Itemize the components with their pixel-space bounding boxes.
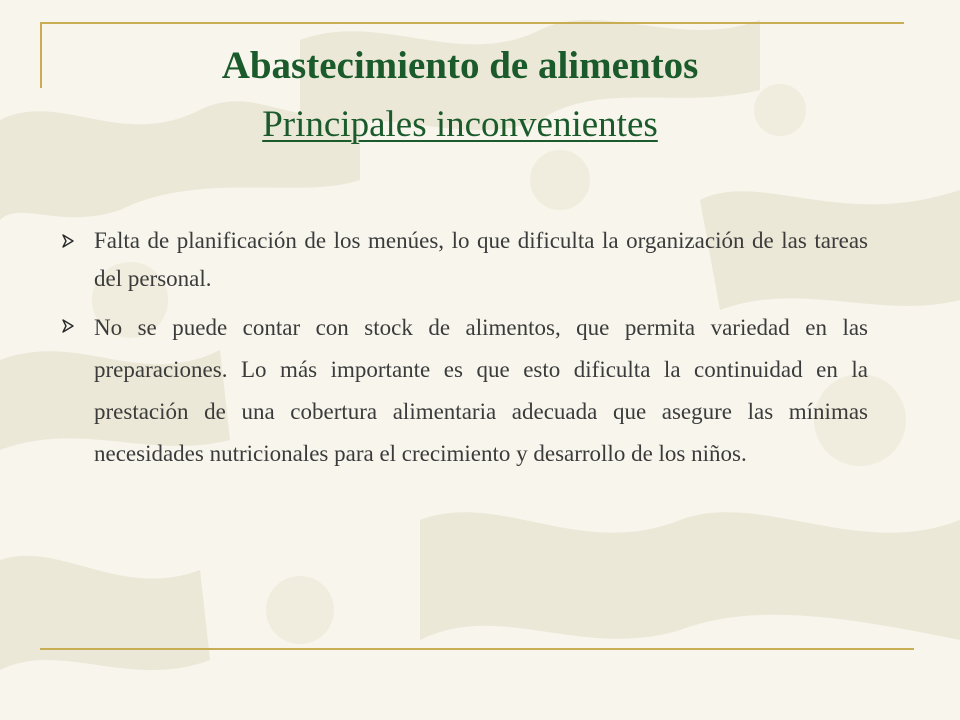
bullet-item (60, 307, 868, 475)
frame-top-line (40, 22, 904, 24)
arrow-bullet-icon (62, 234, 74, 248)
frame-bottom-line (40, 648, 914, 650)
slide-subtitle-text: Principales inconvenientes (262, 104, 658, 145)
bullet-list (60, 222, 868, 475)
frame-left-line (40, 22, 42, 88)
arrow-bullet-icon (62, 319, 74, 333)
bullet-item (60, 222, 868, 298)
bullet-text: Falta de planificación de los menúes, lo que dificulta la organización de las tareas del personal. (94, 228, 868, 291)
slide-title: Abastecimiento de alimentos (221, 44, 699, 87)
bullet-text: No se puede contar con stock de alimentos, que permita variedad en las preparaciones. Lo más importante es que esto dificulta la continuidad en la prestación de una cobertura alimentaria adecuada que asegure las mínimas necesidades nutricionales para el crecimiento y desarrollo de los niños. (94, 315, 868, 466)
slide-subtitle (60, 100, 860, 150)
